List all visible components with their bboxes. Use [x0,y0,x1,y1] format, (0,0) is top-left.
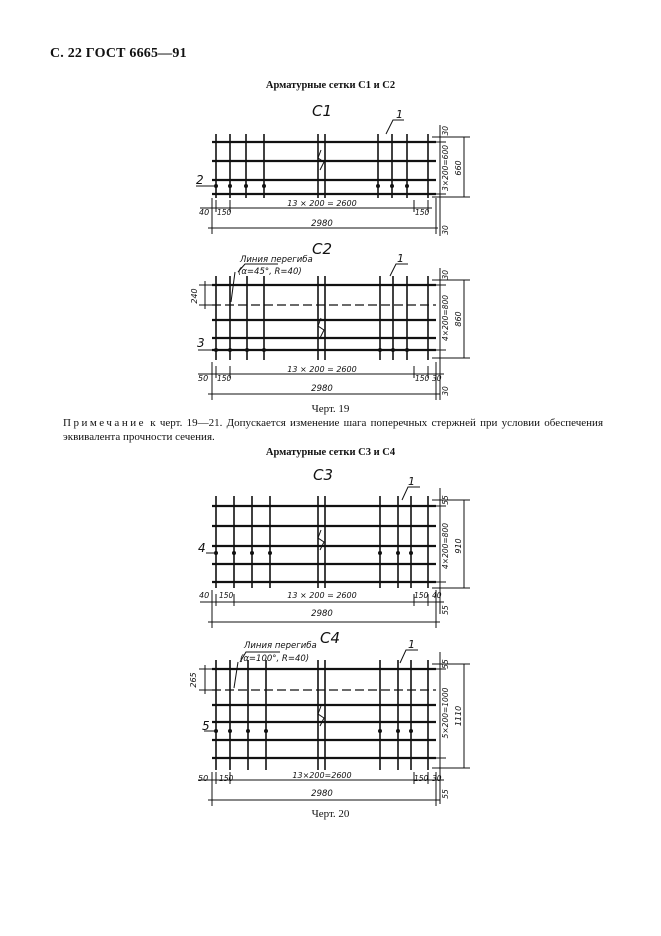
dim-c1-v-mid: 3×200=600 [441,145,450,191]
note-text: к черт. 19—21. Допускается изменение шага поперечных стержней при условии обеспечения эквивалента прочности сечения. [63,417,603,443]
dim-c4-v-top: 55 [441,659,450,669]
dim-c2-v-bot: 30 [441,386,450,396]
dim-c3-left: 40 [199,591,210,600]
callout-4-c3: 4 [198,541,206,555]
dim-c2-left-v: 240 [190,288,199,304]
dim-c3-v-top: 55 [441,495,450,505]
callout-5-c4: 5 [202,719,210,733]
note-paragraph [63,416,603,444]
title-c3-c4: Арматурные сетки С3 и С4 [265,447,396,458]
dim-c4-v-bot: 55 [441,789,450,799]
dim-c1-total: 2980 [311,219,333,229]
dim-c2-150-right: 150 [415,374,430,383]
dim-c4-v-mid: 5×200=1000 [441,687,450,739]
dim-c3-v-mid: 4×200=800 [441,523,450,569]
dim-c3-150-right: 150 [414,591,429,600]
dim-c2-left: 50 [198,374,209,383]
dim-c1-span: 13 × 200 = 2600 [287,199,357,208]
callout-1-c3: 1 [408,475,415,488]
callout-1-c1: 1 [396,108,403,121]
bend-note-c4-line1: Линия перегиба [244,641,317,651]
mesh-label-c3: С3 [313,466,334,484]
title-c1-c2: Арматурные сетки С1 и С2 [265,80,396,91]
dim-c2-right: 30 [432,374,442,383]
dim-c1-v-total: 660 [454,160,463,176]
dim-c3-v-bot: 55 [441,605,450,615]
dim-c3-150-left: 150 [219,591,234,600]
bend-note-c2-line1: Линия перегиба [240,255,313,265]
dim-c2-v-total: 860 [454,311,463,327]
dim-c3-right: 40 [432,591,442,600]
mesh-c4 [198,650,470,806]
caption-fig20: Черт. 20 [311,808,350,820]
dim-c4-150-left: 150 [219,774,234,783]
dim-c2-v-mid: 4×200=800 [441,295,450,341]
page-header: С. 22 ГОСТ 6665—91 [50,46,187,61]
dim-c1-150-right: 150 [415,208,430,217]
note-lead: Примечание [63,417,146,429]
dim-c4-total: 2980 [311,789,333,799]
callout-1-c4: 1 [408,638,415,651]
dim-c2-span: 13 × 200 = 2600 [287,365,357,374]
mesh-label-c1: С1 [312,102,333,120]
dim-c4-span: 13×200=2600 [292,771,352,780]
callout-2-c1: 2 [196,173,204,187]
dim-c2-150-left: 150 [217,374,232,383]
mesh-label-c4: С4 [320,629,341,647]
dim-c3-v-total: 910 [454,538,463,554]
dim-c1-v-bot: 30 [441,225,450,235]
dim-c4-left-v: 265 [189,672,198,688]
mesh-c3 [200,487,470,628]
dim-c4-v-total: 1110 [454,705,463,727]
dim-c4-150-right: 150 [414,774,429,783]
dim-c1-left: 40 [199,208,210,217]
mesh-label-c2: С2 [312,240,333,258]
dim-c3-total: 2980 [311,609,333,619]
dim-c4-right: 30 [432,774,442,783]
dim-c1-150-left: 150 [217,208,232,217]
dim-c2-total: 2980 [311,384,333,394]
callout-3-c2: 3 [197,336,205,350]
callout-1-c2: 1 [397,252,404,265]
dim-c2-v-top: 30 [441,270,450,280]
dim-c3-span: 13 × 200 = 2600 [287,591,357,600]
mesh-c1 [196,120,470,236]
bend-note-c4-line2: (α=100°, R=40) [240,654,310,664]
dim-c4-left: 50 [198,774,209,783]
dim-c1-v-top: 30 [441,126,450,136]
caption-fig19: Черт. 19 [311,403,350,415]
bend-note-c2-line2: (α=45°, R=40) [238,267,302,277]
